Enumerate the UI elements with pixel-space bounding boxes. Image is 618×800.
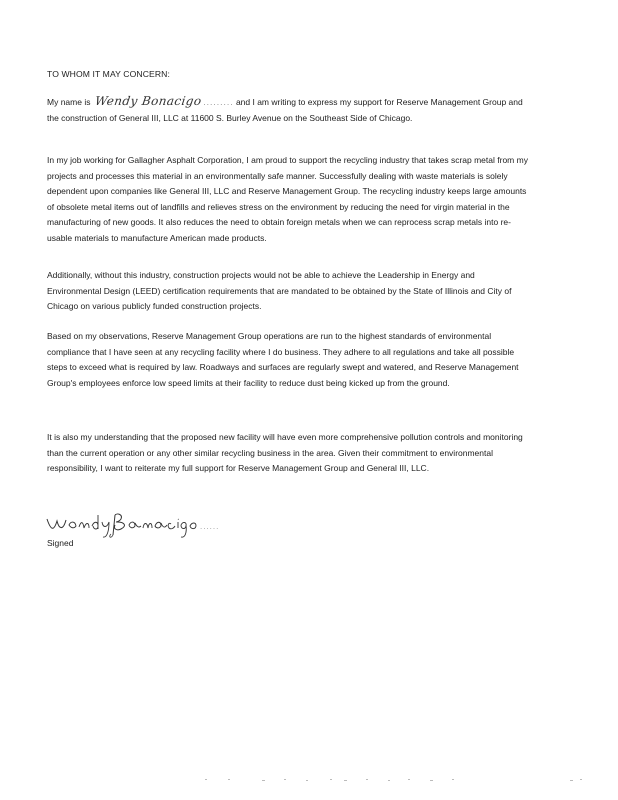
paragraph-observations: Based on my observations, Reserve Management Group operations are run to the highest standards of environmental compliance that I have seen at any recycling facility where I do business. They adhere to all regulations and take all possible steps to exceed what is required by law. Roadways and surfaces are regularly swept and watered, and Reserve Management Group's employees enforce low speed limits at their facility to reduce dust being kicked up from the ground. bbox=[47, 331, 519, 388]
handwritten-signature bbox=[45, 511, 245, 541]
paragraph-introduction bbox=[47, 94, 531, 126]
svg-text:......: ...... bbox=[200, 522, 220, 531]
handwritten-name: Wendy Bonacigo bbox=[93, 94, 203, 108]
name-underline-dots: ......... bbox=[203, 97, 234, 107]
salutation: TO WHOM IT MAY CONCERN: bbox=[47, 69, 170, 79]
intro-body-text: and I am writing to express my support for Reserve Management Group and the construction of General III, LLC at 11600 S. Burley Avenue on the Southeast Side of Chicago. bbox=[47, 97, 523, 123]
scan-artifact-line bbox=[0, 775, 618, 785]
paragraph-conclusion: It is also my understanding that the proposed new facility will have even more comprehensive pollution controls and monitoring than the current operation or any other similar recycling business in the area. Given their commitment to environmental responsibility, I want to reiterate my full support for Reserve Management Group and General III, LLC. bbox=[47, 432, 523, 474]
paragraph-job-support: In my job working for Gallagher Asphalt Corporation, I am proud to support the recycling industry that takes scrap metal from my projects and processes this material in an environmentally safe manner. Successfully dealing with waste materials is solely dependent upon companies like General III, LLC and Reserve Management Group. The recycling industry keeps large amounts of obsolete metal items out of landfills and relieves stress on the environment by reducing the need for virgin material in the manufacturing of new goods. It also reduces the need to obtain foreign metals when we can reprocess scrap metals into re-usable materials to manufacture American made products. bbox=[47, 155, 528, 243]
signature-block bbox=[45, 511, 265, 551]
paragraph-leed: Additionally, without this industry, construction projects would not be able to achieve the Leadership in Energy and Environmental Design (LEED) certification requirements that are mandated to be obtained by the State of Illinois and City of Chicago on various publicly funded construction projects. bbox=[47, 270, 512, 312]
signed-label: Signed bbox=[47, 538, 74, 548]
intro-lead-text: My name is bbox=[47, 97, 91, 107]
